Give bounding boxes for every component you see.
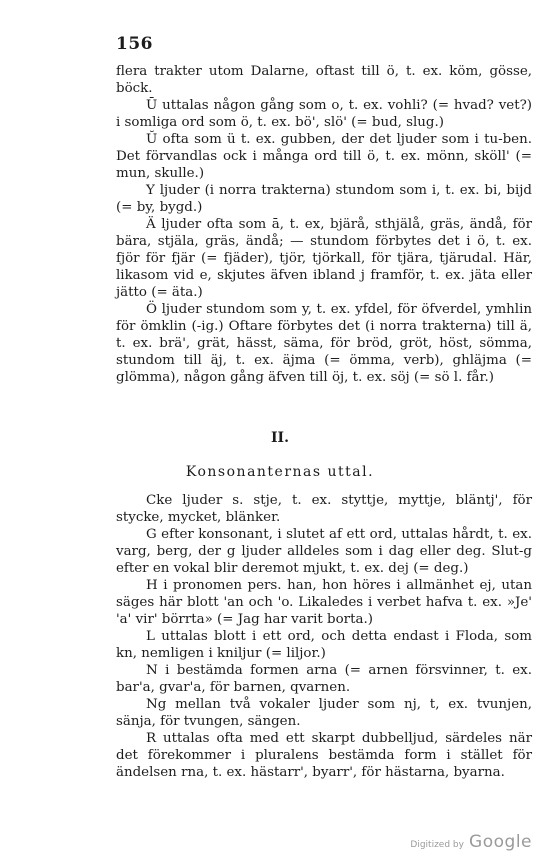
paragraph: N i bestämda formen arna (= arnen försvinner, t. ex. bar'a, gvar'a, för barnen, qvarnen. xyxy=(116,663,532,695)
paragraph: flera trakter utom Dalarne, oftast till ö, t. ex. köm, gösse, böck. xyxy=(116,64,532,96)
paragraph: R uttalas ofta med ett skarpt dubbelljud, särdeles när det förekommer i pluralens bestämda form i stället för ändelsen rna, t. ex. hästarr', byarr', för hästarna, byarna. xyxy=(116,731,532,780)
google-logo: Google xyxy=(469,832,532,852)
vowel-paragraphs xyxy=(116,63,532,386)
paragraph: H i pronomen pers. han, hon höres i allmänhet ej, utan säges här blott 'an och 'o. Likaledes i verbet hafva t. ex. »Je' 'a' vir' börrta» (= Jag har varit borta.) xyxy=(116,578,532,627)
page-number: 156 xyxy=(116,34,153,54)
paragraph: Ä ljuder ofta som ā, t. ex, bjärå, sthjälå, gräs, ändå, för bära, stjäla, gräs, ändå; — stundom förbytes det i ö, t. ex. fjör för fjär (= fjäder), tjör, tjörkall, för tjära, tjärudal. Här, likasom vid e, skjutes äfven ibland j framför, t. ex. jäta eller jätto (= äta.) xyxy=(116,217,532,300)
section-numeral: II. xyxy=(271,430,289,446)
paragraph: Cke ljuder s. stje, t. ex. styttje, myttje, bläntj', för stycke, mycket, blänker. xyxy=(116,493,532,525)
paragraph: Ū uttalas någon gång som o, t. ex. vohli? (= hvad? vet?) i somliga ord som ö, t. ex. bö', slö' (= bud, slug.) xyxy=(116,98,532,130)
paragraph: Y ljuder (i norra trakterna) stundom som i, t. ex. bi, bijd (= by, bygd.) xyxy=(116,183,532,215)
consonant-paragraphs xyxy=(116,492,532,781)
paragraph: Ng mellan två vokaler ljuder som nj, t, ex. tvunjen, sänja, för tvungen, sängen. xyxy=(116,697,532,729)
paragraph: L uttalas blott i ett ord, och detta endast i Floda, som kn, nemligen i kniljur (= liljor.) xyxy=(116,629,532,661)
paragraph: Ö ljuder stundom som y, t. ex. yfdel, för öfverdel, ymhlin för ömklin (-ig.) Oftare förbytes det (i norra trakterna) till ä, t. ex. brä', grät, hässt, säma, för bröd, gröt, höst, sömma, stundom till äj, t. ex. äjma (= ömma, verb), ghläjma (= glömma), någon gång äfven till öj, t. ex. söj (= sö l. får.) xyxy=(116,302,532,385)
digitized-by-text: Digitized by xyxy=(410,840,464,850)
section-title: Konsonanternas uttal. xyxy=(185,464,375,480)
paragraph: G efter konsonant, i slutet af ett ord, uttalas hårdt, t. ex. varg, berg, der g ljuder alldeles som i dag eller deg. Slut-g efter en vokal blir deremot mjukt, t. ex. dej (= deg.) xyxy=(116,527,532,576)
digitized-watermark xyxy=(410,832,532,852)
paragraph: Ŭ ofta som ü t. ex. gubben, der det ljuder som i tu-ben. Det förvandlas ock i många ord till ö, t. ex. mönn, sköll' (= mun, skulle.) xyxy=(116,132,532,181)
